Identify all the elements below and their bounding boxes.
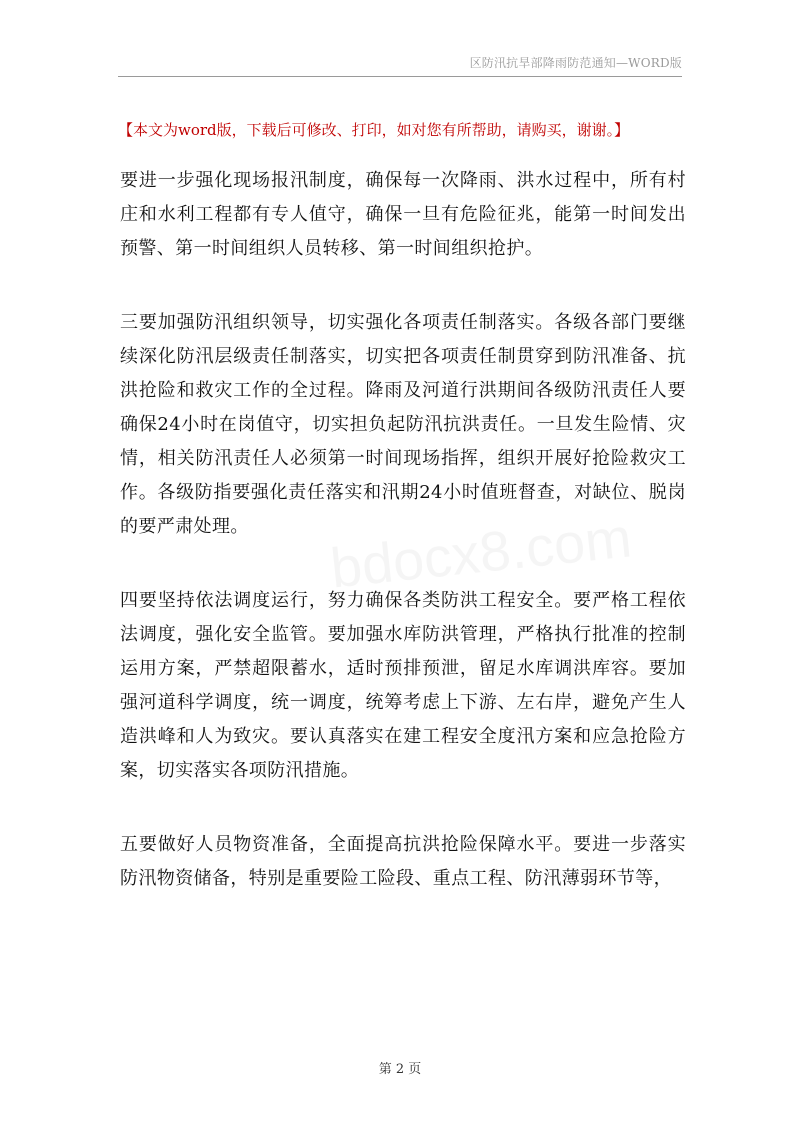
running-header: 区防汛抗旱部降雨防范通知—WORD版 <box>469 56 682 70</box>
header-divider <box>118 76 682 77</box>
download-notice: 【本文为word版，下载后可修改、打印，如对您有所帮助，请购买，谢谢。】 <box>118 121 630 139</box>
paragraph: 四要坚持依法调度运行，努力确保各类防洪工程安全。要严格工程依法调度，强化安全监管。要加强水库防洪管理，严格执行批准的控制运用方案，严禁超限蓄水，适时预排预泄，留足水库调洪库容。要加强河道科学调度，统一调度，统筹考虑上下游、左右岸，避免产生人造洪峰和人为致灾。要认真落实在建工程安全度汛方案和应急抢险方案，切实落实各项防汛措施。 <box>120 590 686 781</box>
paragraph: 五要做好人员物资准备，全面提高抗洪抢险保障水平。要进一步落实防汛物资储备，特别是重要险工险段、重点工程、防汛薄弱环节等， <box>120 834 686 889</box>
page-number: 第 2 页 <box>378 1062 422 1077</box>
paragraph: 要进一步强化现场报汛制度，确保每一次降雨、洪水过程中，所有村庄和水利工程都有专人值守，确保一旦有危险征兆，能第一时间发出预警、第一时间组织人员转移、第一时间组织抢护。 <box>120 170 686 259</box>
paragraph: 三要加强防汛组织领导，切实强化各项责任制落实。各级各部门要继续深化防汛层级责任制落实，切实把各项责任制贯穿到防汛准备、抗洪抢险和救灾工作的全过程。降雨及河道行洪期间各级防汛责任人要确保24小时在岗值守，切实担负起防汛抗洪责任。一旦发生险情、灾情，相关防汛责任人必须第一时间现场指挥，组织开展好抢险救灾工作。各级防指要强化责任落实和汛期24小时值班督查，对缺位、脱岗的要严肃处理。 <box>120 312 686 537</box>
document-body <box>120 164 686 936</box>
